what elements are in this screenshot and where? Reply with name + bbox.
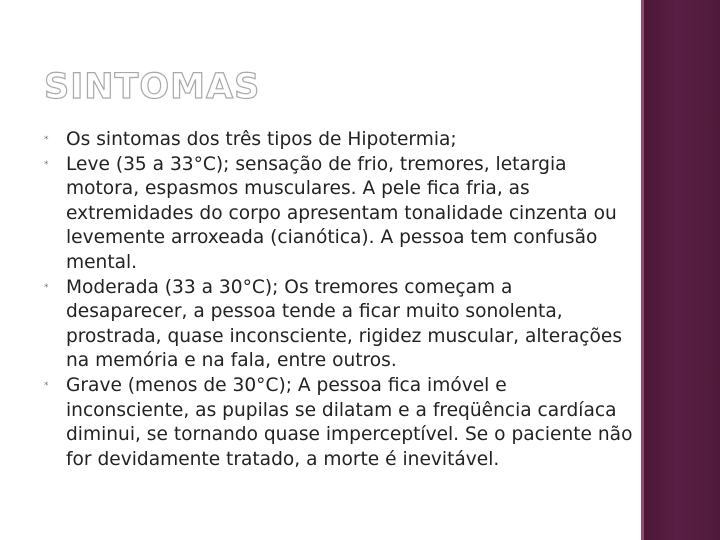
bullet-text: Leve (35 a 33°C); sensação de frio, tremores, letargia motora, espasmos musculares. A pele fica fria, as extremidades do corpo apresentam tonalidade cinzenta ou levemente arroxeada (cianótica). A pessoa tem confusão mental.	[66, 153, 617, 273]
bullet-text: Grave (menos de 30°C); A pessoa fica imóvel e inconsciente, as pupilas se dilatam e a freqüência cardíaca diminui, se tornando quase imperceptível. Se o paciente não for devidamente tratado, a morte é inevitável.	[66, 374, 633, 470]
bullet-marker-icon: *	[44, 380, 49, 391]
bullet-text: Moderada (33 a 30°C); Os tremores começam a desaparecer, a pessoa tende a ficar muito sonolenta, prostrada, quase inconsciente, rigidez muscular, alterações na memória e na fala, entre outros.	[66, 276, 623, 372]
decorative-side-band	[641, 0, 720, 540]
bullet-item	[44, 153, 634, 276]
bullet-marker-icon: *	[44, 282, 49, 293]
bullet-marker-icon: *	[44, 135, 49, 145]
bullet-item	[44, 276, 634, 374]
bullet-text: Os sintomas dos três tipos de Hipotermia;	[66, 129, 457, 150]
bullet-item	[44, 128, 634, 153]
slide-title: SINTOMAS	[44, 67, 261, 107]
bullet-item	[44, 374, 634, 472]
bullet-marker-icon: *	[44, 159, 49, 170]
bullet-list	[44, 128, 634, 472]
